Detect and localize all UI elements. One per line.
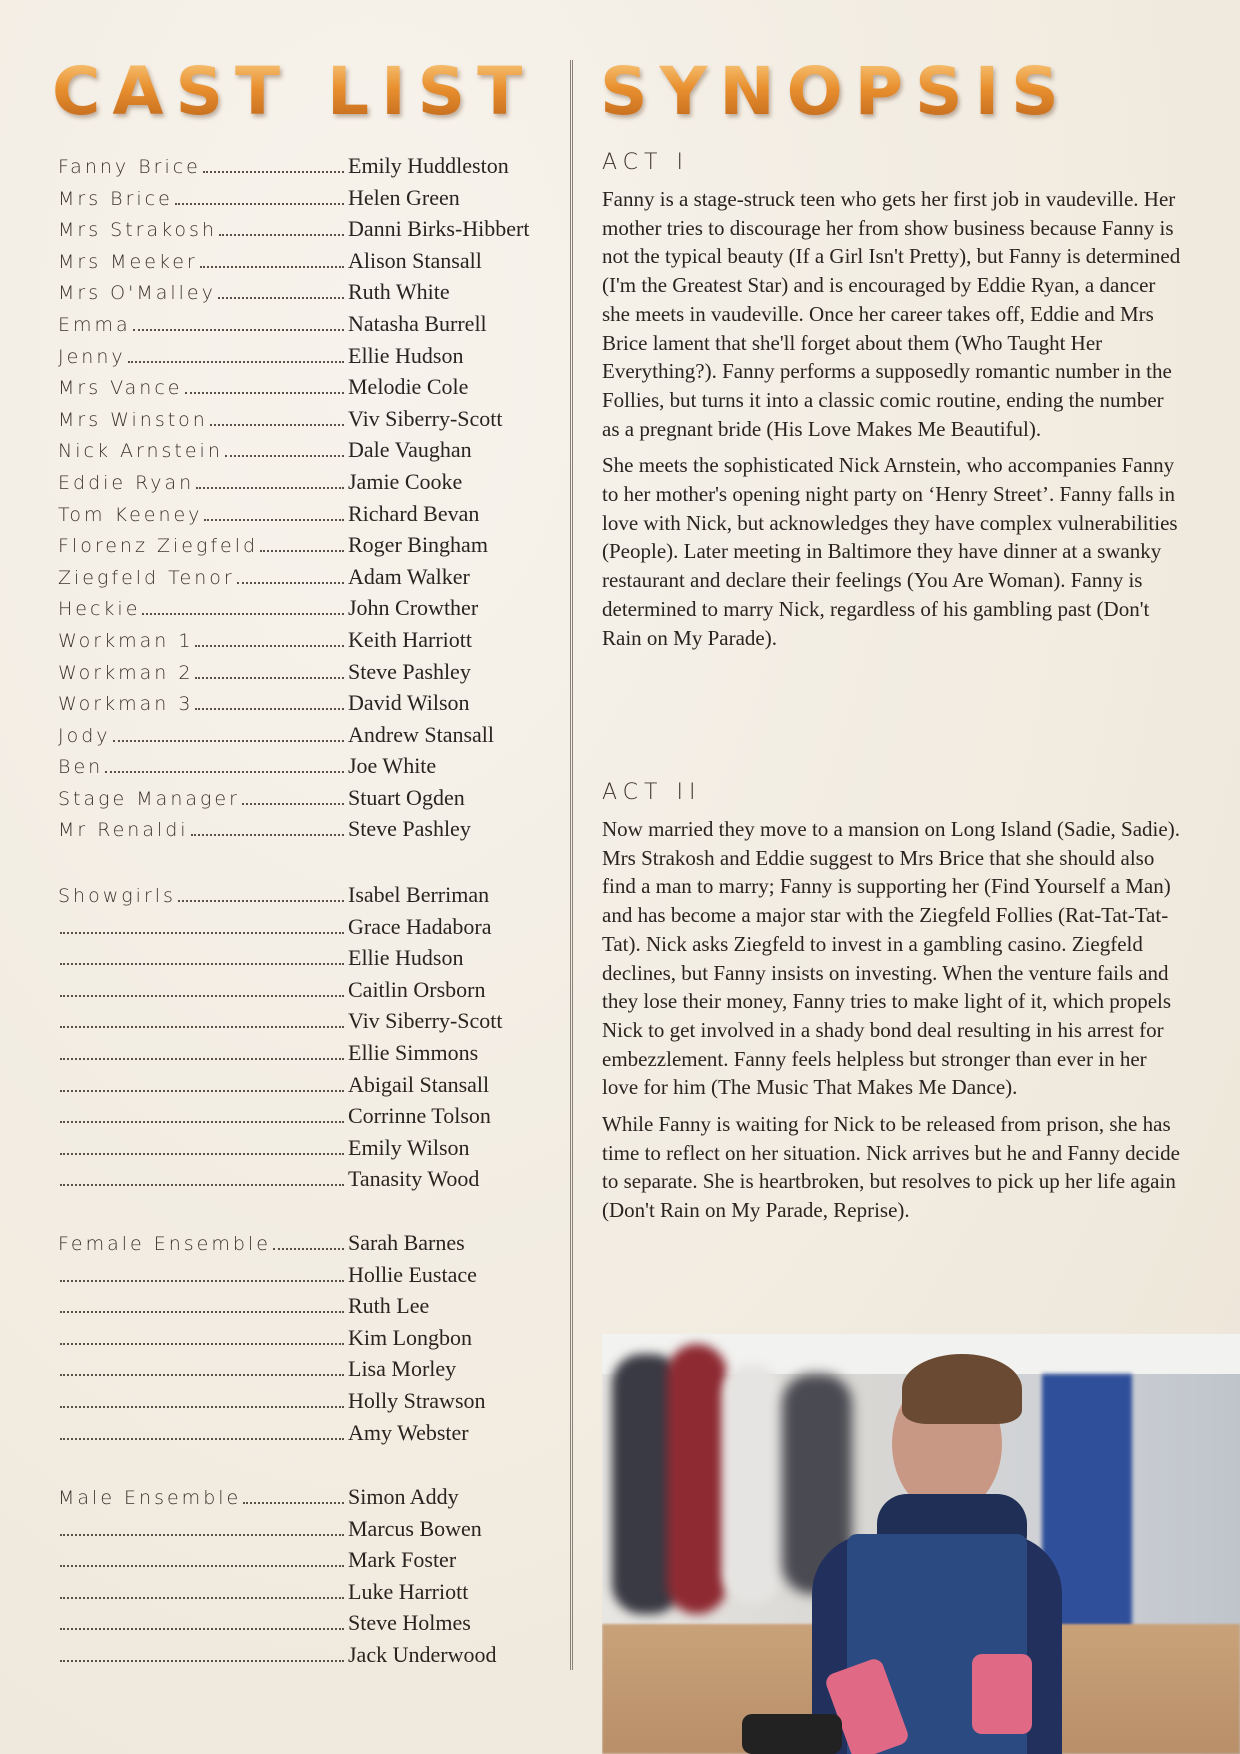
actor-name: Andrew Stansall [348,721,495,747]
actor-name: Emily Wilson [348,1134,470,1160]
actor-name: Viv Siberry-Scott [348,405,503,431]
dot-leader [242,803,344,805]
cast-row [58,690,548,722]
dot-leader [60,1565,344,1567]
cast-row [58,185,548,217]
dot-leader [237,582,344,584]
role-name: Showgirls [58,885,176,907]
dot-leader [60,1628,344,1630]
cast-row [58,532,548,564]
cast-row [58,248,548,280]
cast-row [58,1040,548,1072]
actor-name: Jamie Cooke [348,468,463,494]
dot-leader [60,1660,344,1662]
dot-leader [60,1438,344,1440]
role-name: Mr Renaldi [58,819,189,842]
cast-row [58,1293,548,1325]
dot-leader [60,1153,344,1155]
actor-name: Richard Bevan [348,500,480,526]
cast-row [58,501,548,533]
dot-leader [142,613,344,615]
actor-name: Holly Strawson [348,1387,486,1413]
actor-name: John Crowther [348,595,479,621]
cast-row [58,1103,548,1135]
dot-leader [273,1248,344,1250]
actor-name: Alison Stansall [348,247,482,273]
actor-name: Steve Pashley [348,658,471,684]
role-name: Mrs Winston [58,408,208,431]
actor-name: Isabel Berriman [348,882,490,907]
role-name: Eddie Ryan [58,471,195,494]
act-1-paragraph: She meets the sophisticated Nick Arnstein, who accompanies Fanny to her mother's opening night party on ‘Henry Street’. Fanny falls in love with Nick, but acknowledges they have complex vulnerabilities (People). Later meeting in Baltimore they have dinner at a swanky restaurant and declare their feelings (You Are Woman). Fanny is determined to marry Nick, regardless of his gambling past (Don't Rain on My Parade). [602,453,1178,650]
cast-row [58,374,548,406]
cast-row [58,1642,548,1674]
dot-leader [175,203,344,205]
role-name: Ziegfeld Tenor [58,566,235,589]
role-name: Stage Manager [58,787,240,810]
role-name: Florenz Ziegfeld [58,535,259,558]
showgirls-group [58,882,548,1198]
dot-leader [60,1280,344,1282]
actor-name: Sarah Barnes [348,1230,465,1255]
dot-leader [60,1374,344,1376]
cast-row [58,659,548,691]
role-name: Fanny Brice [58,156,201,178]
role-name: Tom Keeney [58,503,203,526]
act-2-paragraph: While Fanny is waiting for Nick to be released from prison, she has time to reflect on her situation. Nick arrives but he and Fanny decide to separate. She is heartbroken, but resolves to pick up her life again (Don't Rain on My Parade, Reprise). [602,1112,1180,1223]
cast-row [58,1262,548,1294]
role-name: Female Ensemble [58,1233,271,1255]
role-name: Mrs O'Malley [58,282,216,305]
dot-leader [60,1026,344,1028]
female-ensemble-group [58,1230,548,1451]
cast-row [58,1388,548,1420]
dot-leader [60,1597,344,1599]
actor-name: Viv Siberry-Scott [348,1008,503,1034]
actor-name: Simon Addy [348,1484,459,1509]
cast-row [58,343,548,375]
role-name: Male Ensemble [58,1487,242,1509]
actor-name: Mark Foster [348,1547,457,1573]
cast-row [58,406,548,438]
dot-leader [225,455,344,457]
dot-leader [113,740,344,742]
cast-row [58,1516,548,1548]
cast-row [58,1072,548,1104]
dot-leader [60,932,344,934]
cast-row [58,914,548,946]
actor-name: Kim Longbon [348,1324,473,1350]
actor-name: Ellie Hudson [348,945,464,971]
cast-row [58,816,548,848]
dot-leader [60,1534,344,1536]
cast-row [58,216,548,248]
cast-row [58,627,548,659]
dot-leader [178,900,344,902]
dot-leader [260,550,344,552]
dot-leader [219,234,344,236]
dot-leader [200,266,344,268]
dot-leader [195,708,344,710]
cast-row [58,977,548,1009]
cast-row [58,595,548,627]
dot-leader [204,519,344,521]
act-2-paragraph: Now married they move to a mansion on Long Island (Sadie, Sadie). Mrs Strakosh and Eddie suggest to Mrs Brice that she should also find a man to marry; Fanny is supporting her (Find Yourself a Man) and has become a major star with the Ziegfeld Follies (Rat-Tat-Tat-Tat). Nick asks Ziegfeld to invest in a gambling casino. Ziegfeld declines, but Fanny insists on investing. When the venture fails and they lose their money, Fanny tries to make light of it, which propels Nick to get involved in a shady bond deal resulting in his arrest for embezzlement. Fanny feels helpless but stronger than ever in her love for him (The Music That Makes Me Dance). [602,817,1180,1100]
role-name: Emma [58,313,131,336]
actor-name: Corrinne Tolson [348,1103,491,1129]
dot-leader [243,1502,344,1504]
actor-name: Ellie Simmons [348,1039,479,1065]
cast-row [58,437,548,469]
actor-name: Helen Green [348,184,460,210]
role-name: Mrs Meeker [58,250,198,273]
actor-name: Roger Bingham [348,532,488,558]
role-name: Heckie [58,598,141,621]
actor-name: Ellie Hudson [348,342,464,368]
dot-leader [196,487,344,489]
cast-row [58,1325,548,1357]
cast-row [58,1135,548,1167]
role-name: Workman 2 [58,661,194,684]
dot-leader [60,963,344,965]
male-ensemble-group [58,1484,548,1674]
dot-leader [218,297,344,299]
column-divider [570,60,573,1670]
dot-leader [60,1406,344,1408]
dot-leader [133,329,344,331]
cast-row [58,564,548,596]
actor-name: Tanasity Wood [348,1166,480,1192]
dot-leader [60,995,344,997]
role-name: Mrs Brice [58,187,173,210]
role-name: Jody [58,724,111,747]
actor-name: Amy Webster [348,1419,469,1445]
cast-row [58,1356,548,1388]
actor-name: Dale Vaughan [348,437,472,463]
cast-row [58,1547,548,1579]
actor-name: Ruth White [348,279,450,305]
actor-name: Stuart Ogden [348,784,465,810]
dot-leader [60,1343,344,1345]
cast-row [58,1008,548,1040]
dot-leader [60,1058,344,1060]
dot-leader [210,424,344,426]
cast-row [58,1230,548,1262]
act-2-heading: ACT II [602,780,702,805]
dot-leader [60,1311,344,1313]
cast-row [58,882,548,914]
actor-name: Steve Pashley [348,816,471,842]
cast-row [58,1579,548,1611]
actor-name: Ruth Lee [348,1293,430,1319]
cast-row [58,1484,548,1516]
actor-name: Hollie Eustace [348,1261,477,1287]
cast-row [58,785,548,817]
dot-leader [185,392,345,394]
cast-row [58,469,548,501]
dot-leader [203,171,344,173]
cast-list-title: CAST LIST [52,53,535,130]
actor-name: Marcus Bowen [348,1515,482,1541]
actor-name: Luke Harriott [348,1578,469,1604]
cast-row [58,279,548,311]
synopsis-act-2 [602,780,1182,1233]
act-1-paragraph: Fanny is a stage-struck teen who gets her first job in vaudeville. Her mother tries to discourage her from show business because Fanny is not the typical beauty (If a Girl Isn't Pretty), but Fanny is determined (I'm the Greatest Star) and is encouraged by Eddie Ryan, a dancer she meets in vaudeville. Once her career takes off, Eddie and Mrs Brice lament that she'll forget about them (Who Taught Her Everything?). Fanny performs a supposedly romantic number in the Follies, but turns it into a classic comic routine, ending the number as a pregnant bride (His Love Makes Me Beautiful). [602,187,1181,441]
cast-row [58,311,548,343]
actor-name: Caitlin Orsborn [348,976,486,1002]
actor-name: Emily Huddleston [348,153,509,178]
dot-leader [105,771,344,773]
role-name: Jenny [58,345,126,368]
act-1-heading: ACT I [602,150,689,175]
synopsis-act-1 [602,150,1182,660]
actor-name: Grace Hadabora [348,913,492,939]
actor-name: Danni Birks-Hibbert [348,216,530,242]
actor-name: Melodie Cole [348,374,469,400]
dot-leader [191,834,344,836]
cast-row [58,722,548,754]
dot-leader [195,677,344,679]
actor-name: David Wilson [348,690,470,716]
dot-leader [60,1090,344,1092]
cast-row [58,1166,548,1198]
cast-row [58,945,548,977]
actor-name: Keith Harriott [348,626,473,652]
actor-name: Joe White [348,753,437,779]
role-name: Workman 1 [58,629,194,652]
cast-row [58,1420,548,1452]
cast-row [58,153,548,185]
synopsis-title: SYNOPSIS [600,53,1071,130]
cast-row [58,1610,548,1642]
role-name: Nick Arnstein [58,440,223,463]
actor-name: Jack Underwood [348,1641,497,1667]
role-name: Workman 3 [58,693,194,716]
actor-name: Abigail Stansall [348,1071,490,1097]
actor-name: Lisa Morley [348,1356,457,1382]
dot-leader [60,1184,344,1186]
dot-leader [60,1121,344,1123]
dot-leader [195,645,344,647]
actor-name: Steve Holmes [348,1610,471,1636]
role-name: Mrs Vance [58,377,183,400]
role-name: Mrs Strakosh [58,219,217,242]
rehearsal-photo [602,1334,1240,1754]
actor-name: Natasha Burrell [348,310,487,336]
role-name: Ben [58,756,104,779]
cast-list [58,153,548,848]
dot-leader [128,361,344,363]
cast-row [58,753,548,785]
actor-name: Adam Walker [348,563,470,589]
